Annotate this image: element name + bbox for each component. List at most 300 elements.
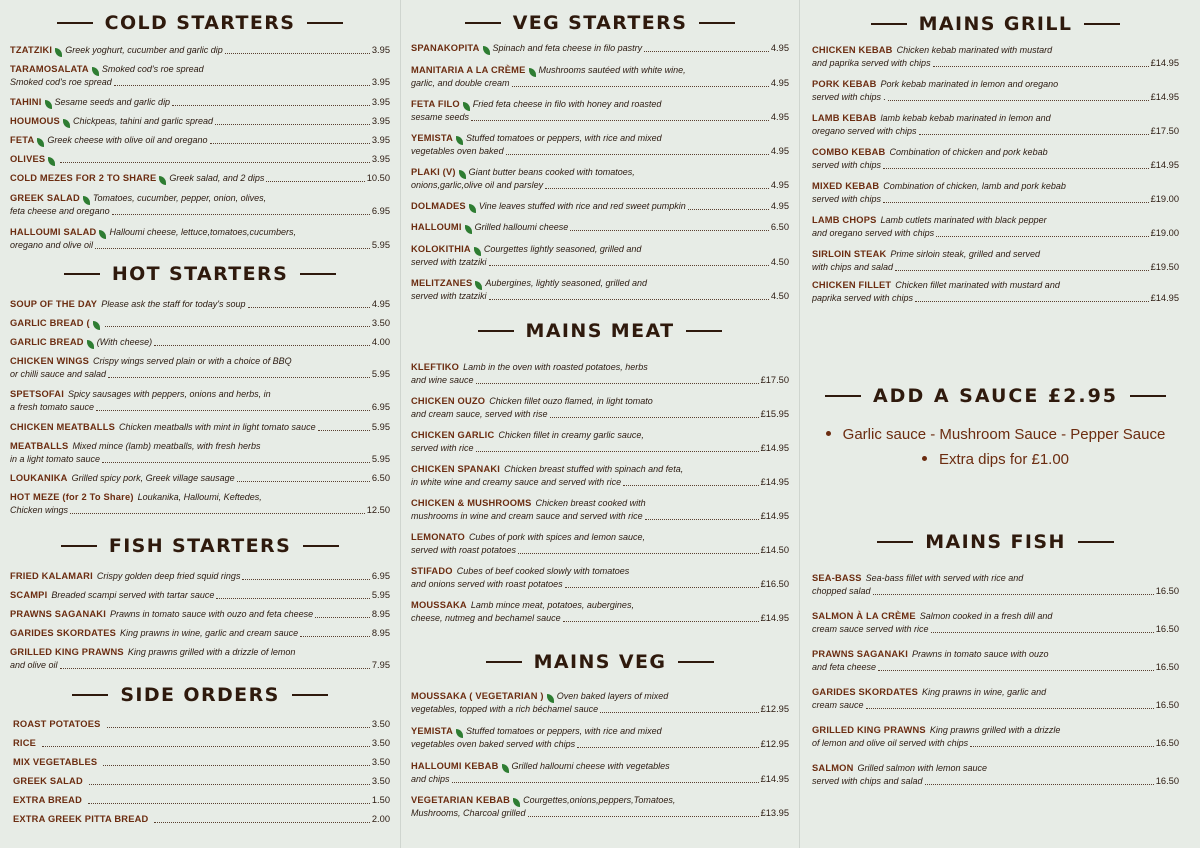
menu-item-name: HOUMOUS bbox=[10, 116, 60, 126]
menu-item-price: 5.95 bbox=[371, 590, 390, 600]
menu-item bbox=[10, 646, 390, 672]
leaf-icon bbox=[93, 321, 100, 330]
menu-item-description-cont: and wine sauce bbox=[411, 375, 474, 385]
menu-item-name: FETA FILO bbox=[411, 99, 460, 109]
sauce-options: Garlic sauce - Mushroom Sauce - Pepper Sauce bbox=[812, 426, 1179, 443]
menu-item-name: TARAMOSALATA bbox=[10, 64, 89, 74]
menu-item-name: GRILLED KING PRAWNS bbox=[812, 725, 926, 735]
mains-meat-heading: MAINS MEAT bbox=[411, 319, 789, 343]
menu-item-description: Salmon cooked in a fresh dill and bbox=[919, 611, 1053, 621]
menu-item-description-cont: vegetables, topped with a rich béchamel sauce bbox=[411, 704, 599, 714]
menu-item-name: CHICKEN SPANAKI bbox=[411, 464, 501, 474]
menu-item-price: 4.95 bbox=[770, 201, 789, 211]
fish-starters-heading: FISH STARTERS bbox=[10, 534, 390, 558]
hot-starters-heading: HOT STARTERS bbox=[10, 262, 390, 286]
leaf-icon bbox=[465, 225, 472, 234]
menu-item-price: 3.95 bbox=[371, 77, 390, 87]
veg-starters-heading: VEG STARTERS bbox=[411, 11, 789, 35]
menu-item-description: Lamb mince meat, potatoes, aubergines, bbox=[470, 600, 634, 610]
menu-item-description: Oven baked layers of mixed bbox=[556, 691, 669, 701]
menu-item-name: CHICKEN KEBAB bbox=[812, 45, 893, 55]
menu-item-price: £15.95 bbox=[760, 409, 789, 419]
mains-fish-heading: MAINS FISH bbox=[812, 530, 1179, 554]
menu-item-description: King prawns in wine, garlic and cream sauce bbox=[120, 628, 299, 638]
menu-item-price: 3.50 bbox=[371, 719, 390, 729]
cold-starters-heading: COLD STARTERS bbox=[10, 11, 390, 35]
menu-item-description: Greek yoghurt, cucumber and garlic dip bbox=[65, 45, 223, 55]
menu-item bbox=[10, 472, 390, 485]
menu-item-description: Spinach and feta cheese in filo pastry bbox=[492, 43, 643, 53]
menu-item-price: £19.00 bbox=[1150, 194, 1179, 204]
extra-dips: Extra dips for £1.00 bbox=[812, 451, 1179, 468]
menu-item-price: 4.95 bbox=[770, 180, 789, 190]
menu-item-description-cont: served with tzatziki bbox=[411, 291, 487, 301]
menu-item-name: CHICKEN FILLET bbox=[812, 280, 892, 290]
menu-item-description: Courgettes,onions,peppers,Tomatoes, bbox=[523, 795, 676, 805]
menu-item-name: SPANAKOPITA bbox=[411, 43, 480, 53]
menu-item bbox=[10, 440, 390, 466]
menu-item-price: 3.50 bbox=[371, 318, 390, 328]
menu-item-description: Halloumi cheese, lettuce,tomatoes,cucumbers, bbox=[109, 227, 297, 237]
menu-item-price: £19.50 bbox=[1150, 262, 1179, 272]
menu-column-middle bbox=[401, 0, 799, 848]
menu-item-description-cont: served with roast potatoes bbox=[411, 545, 517, 555]
menu-item-price: 3.50 bbox=[371, 776, 390, 786]
menu-item-name: LEMONATO bbox=[411, 532, 465, 542]
menu-item bbox=[812, 572, 1179, 598]
menu-item-name: TAHINI bbox=[10, 97, 42, 107]
menu-item-description-cont: mushrooms in wine and cream sauce and served with rice bbox=[411, 511, 643, 521]
menu-item-description: Aubergines, lightly seasoned, grilled and bbox=[485, 278, 648, 288]
menu-item bbox=[411, 599, 789, 625]
menu-item-price: £14.95 bbox=[1150, 293, 1179, 303]
menu-item-name: SEA-BASS bbox=[812, 573, 862, 583]
menu-item-description: Lamb in the oven with roasted potatoes, herbs bbox=[463, 362, 648, 372]
menu-item-price: £13.95 bbox=[760, 808, 789, 818]
menu-item-description-cont: served with chips bbox=[812, 194, 882, 204]
menu-item-description-cont: garlic, and double cream bbox=[411, 78, 510, 88]
menu-item-price: 4.50 bbox=[770, 291, 789, 301]
leaf-icon bbox=[463, 102, 470, 111]
leaf-icon bbox=[456, 729, 463, 738]
side-orders-heading: SIDE ORDERS bbox=[10, 683, 390, 707]
menu-item bbox=[10, 627, 390, 640]
menu-item-price: 6.95 bbox=[371, 402, 390, 412]
menu-item bbox=[10, 192, 390, 218]
menu-item bbox=[10, 96, 390, 109]
menu-item-price: 4.50 bbox=[770, 257, 789, 267]
menu-item-price: 6.95 bbox=[371, 206, 390, 216]
menu-item-price: 2.00 bbox=[371, 814, 390, 824]
menu-item-price: 8.95 bbox=[371, 628, 390, 638]
menu-item-name: CHICKEN WINGS bbox=[10, 356, 90, 366]
menu-item bbox=[10, 153, 390, 166]
menu-item-price: 6.95 bbox=[371, 571, 390, 581]
menu-item-price: 12.50 bbox=[366, 505, 390, 515]
menu-item-description: Prawns in tomato sauce with ouzo and feta cheese bbox=[109, 609, 314, 619]
menu-item-name: VEGETARIAN KEBAB bbox=[411, 795, 511, 805]
menu-item bbox=[13, 756, 390, 769]
menu-item-price: 3.95 bbox=[371, 116, 390, 126]
menu-item-name: ROAST POTATOES bbox=[13, 719, 101, 729]
menu-item-name: LAMB KEBAB bbox=[812, 113, 877, 123]
menu-item-description: King prawns in wine, garlic and bbox=[922, 687, 1047, 697]
menu-item bbox=[411, 64, 789, 90]
menu-item-name: SIRLOIN STEAK bbox=[812, 249, 887, 259]
menu-item-description-cont: cream sauce served with rice bbox=[812, 624, 929, 634]
menu-item-name: OLIVES bbox=[10, 154, 46, 164]
menu-item-price: £14.95 bbox=[1150, 92, 1179, 102]
menu-item-description: Fried feta cheese in filo with honey and roasted bbox=[472, 99, 662, 109]
menu-item-name: EXTRA BREAD bbox=[13, 795, 83, 805]
menu-item bbox=[10, 388, 390, 414]
menu-item-description: Stuffed tomatoes or peppers, with rice and mixed bbox=[466, 726, 662, 736]
menu-item-description: Chicken breast cooked with bbox=[535, 498, 646, 508]
menu-item bbox=[10, 134, 390, 147]
menu-item-description: Prawns in tomato sauce with ouzo bbox=[911, 649, 1049, 659]
menu-item bbox=[411, 794, 789, 820]
menu-item-name: GARIDES SKORDATES bbox=[10, 628, 117, 638]
menu-item-description: Giant butter beans cooked with tomatoes, bbox=[468, 167, 635, 177]
menu-item-price: 16.50 bbox=[1155, 586, 1179, 596]
menu-item-price: 3.95 bbox=[371, 45, 390, 55]
menu-item-description: Vine leaves stuffed with rice and red sweet pumpkin bbox=[478, 201, 686, 211]
menu-item bbox=[812, 610, 1179, 636]
leaf-icon bbox=[99, 230, 106, 239]
menu-item bbox=[411, 690, 789, 716]
menu-item bbox=[10, 608, 390, 621]
menu-item bbox=[812, 112, 1179, 138]
menu-item-description: Stuffed tomatoes or peppers, with rice and mixed bbox=[466, 133, 662, 143]
menu-item-description-cont: or chilli sauce and salad bbox=[10, 369, 107, 379]
menu-item-price: 7.95 bbox=[371, 660, 390, 670]
menu-item-price: 3.50 bbox=[371, 757, 390, 767]
menu-item-description-cont: served with chips and salad bbox=[812, 776, 923, 786]
menu-item-description: Mixed mince (lamb) meatballs, with fresh herbs bbox=[72, 441, 261, 451]
menu-item-name: STIFADO bbox=[411, 566, 453, 576]
menu-item bbox=[411, 429, 789, 455]
menu-item bbox=[10, 63, 390, 89]
leaf-icon bbox=[87, 340, 94, 349]
menu-item-name: LAMB CHOPS bbox=[812, 215, 877, 225]
menu-item-description: Crispy golden deep fried squid rings bbox=[96, 571, 241, 581]
menu-item bbox=[812, 762, 1179, 788]
menu-item-description-cont: in white wine and creamy sauce and served with rice bbox=[411, 477, 622, 487]
menu-item bbox=[13, 737, 390, 750]
menu-item-description-cont: served with chips bbox=[812, 160, 882, 170]
menu-item-price: 16.50 bbox=[1155, 738, 1179, 748]
menu-item-name: COLD MEZES FOR 2 TO SHARE bbox=[10, 173, 157, 183]
menu-item-description-cont: Mushrooms, Charcoal grilled bbox=[411, 808, 526, 818]
menu-item-description: Sesame seeds and garlic dip bbox=[54, 97, 171, 107]
menu-item-name: KOLOKITHIA bbox=[411, 244, 471, 254]
menu-item-description-cont: served with tzatziki bbox=[411, 257, 487, 267]
menu-item-price: 4.95 bbox=[770, 78, 789, 88]
menu-item bbox=[812, 686, 1179, 712]
menu-item-price: 16.50 bbox=[1155, 776, 1179, 786]
menu-item-name: SPETSOFAI bbox=[10, 389, 64, 399]
menu-item-price: 4.95 bbox=[770, 43, 789, 53]
menu-item-price: £14.50 bbox=[760, 545, 789, 555]
menu-item-description-cont: cheese, nutmeg and bechamel sauce bbox=[411, 613, 561, 623]
menu-item-name: RICE bbox=[13, 738, 37, 748]
menu-item-price: 3.95 bbox=[371, 154, 390, 164]
menu-item bbox=[10, 115, 390, 128]
menu-item-description: Combination of chicken and pork kebab bbox=[889, 147, 1048, 157]
menu-item-description: Chicken meatballs with mint in light tomato sauce bbox=[118, 422, 316, 432]
menu-item bbox=[411, 463, 789, 489]
menu-item bbox=[411, 200, 789, 213]
menu-item bbox=[10, 589, 390, 602]
menu-item bbox=[812, 724, 1179, 750]
menu-item-description: lamb kebab kebab marinated in lemon and bbox=[880, 113, 1051, 123]
menu-item bbox=[411, 395, 789, 421]
menu-item-name: CHICKEN GARLIC bbox=[411, 430, 495, 440]
menu-item-description: Lamb cutlets marinated with black pepper bbox=[880, 215, 1047, 225]
menu-item-name: HALLOUMI KEBAB bbox=[411, 761, 499, 771]
menu-item-name: SCAMPI bbox=[10, 590, 48, 600]
leaf-icon bbox=[48, 157, 55, 166]
menu-item-name: HALLOUMI bbox=[411, 222, 462, 232]
menu-item-description: Crispy wings served plain or with a choice of BBQ bbox=[93, 356, 292, 366]
menu-item-price: £14.95 bbox=[760, 477, 789, 487]
menu-item bbox=[411, 725, 789, 751]
leaf-icon bbox=[83, 196, 90, 205]
menu-item bbox=[411, 98, 789, 124]
menu-item-name: PRAWNS SAGANAKI bbox=[10, 609, 106, 619]
menu-item bbox=[812, 279, 1179, 305]
add-sauce-heading: ADD A SAUCE £2.95 bbox=[812, 384, 1179, 408]
menu-item-name: EXTRA GREEK PITTA BREAD bbox=[13, 814, 149, 824]
mains-veg-heading: MAINS VEG bbox=[411, 650, 789, 674]
menu-item-name: YEMISTA bbox=[411, 726, 454, 736]
menu-item bbox=[411, 277, 789, 303]
menu-item-price: £14.95 bbox=[760, 443, 789, 453]
leaf-icon bbox=[469, 204, 476, 213]
menu-item bbox=[411, 132, 789, 158]
menu-item-description: Chicken breast stuffed with spinach and feta, bbox=[504, 464, 684, 474]
leaf-icon bbox=[474, 247, 481, 256]
menu-item bbox=[411, 760, 789, 786]
menu-item-description: Cubes of pork with spices and lemon sauce, bbox=[468, 532, 646, 542]
menu-item-name: MELITZANES bbox=[411, 278, 473, 288]
menu-item-description-cont: in a light tomato sauce bbox=[10, 454, 101, 464]
menu-item-name: FETA bbox=[10, 135, 35, 145]
leaf-icon bbox=[547, 694, 554, 703]
menu-item-description-cont: oregano served with chips bbox=[812, 126, 917, 136]
menu-item-price: £19.00 bbox=[1150, 228, 1179, 238]
menu-item-description-cont: and cream sauce, served with rise bbox=[411, 409, 548, 419]
menu-item-description: Breaded scampi served with tartar sauce bbox=[51, 590, 215, 600]
menu-item-description: Chicken fillet in creamy garlic sauce, bbox=[498, 430, 644, 440]
menu-item-name: CHICKEN MEATBALLS bbox=[10, 422, 115, 432]
leaf-icon bbox=[483, 46, 490, 55]
menu-item-description: Smoked cod's roe spread bbox=[101, 64, 204, 74]
menu-item-price: 16.50 bbox=[1155, 662, 1179, 672]
menu-item-name: SALMON À LA CRÈME bbox=[812, 611, 916, 621]
leaf-icon bbox=[459, 170, 466, 179]
menu-item-description: Please ask the staff for today's soup bbox=[101, 299, 246, 309]
menu-item-name: HALLOUMI SALAD bbox=[10, 227, 97, 237]
leaf-icon bbox=[456, 136, 463, 145]
menu-item-description: Greek salad, and 2 dips bbox=[169, 173, 265, 183]
menu-item-name: PORK KEBAB bbox=[812, 79, 877, 89]
menu-item-description-cont: Chicken wings bbox=[10, 505, 69, 515]
menu-item-description-cont: cream sauce bbox=[812, 700, 864, 710]
menu-item-name: GREEK SALAD bbox=[10, 193, 80, 203]
menu-item-description-cont: of lemon and olive oil served with chips bbox=[812, 738, 969, 748]
menu-item bbox=[411, 497, 789, 523]
menu-item-description: Grilled halloumi cheese bbox=[474, 222, 569, 232]
menu-item-description-cont: onions,garlic,olive oil and parsley bbox=[411, 180, 544, 190]
menu-item-price: £12.95 bbox=[760, 739, 789, 749]
menu-item-price: £14.95 bbox=[760, 613, 789, 623]
menu-item-name: MANITARIA A LA CRÈME bbox=[411, 65, 526, 75]
menu-item-price: 4.95 bbox=[371, 299, 390, 309]
menu-item-name: GARIDES SKORDATES bbox=[812, 687, 919, 697]
menu-item-name: KLEFTIKO bbox=[411, 362, 460, 372]
menu-item-description-cont: and onions served with roast potatoes bbox=[411, 579, 563, 589]
menu-item-price: £12.95 bbox=[760, 704, 789, 714]
menu-item bbox=[812, 648, 1179, 674]
menu-item bbox=[411, 531, 789, 557]
menu-item-price: £14.95 bbox=[760, 511, 789, 521]
menu-item-description-cont: served with chips . bbox=[812, 92, 887, 102]
menu-item-name: MOUSSAKA bbox=[411, 600, 467, 610]
menu-item-name: MIX VEGETABLES bbox=[13, 757, 98, 767]
menu-item-name: MOUSSAKA ( VEGETARIAN ) bbox=[411, 691, 544, 701]
menu-item-description: Grilled salmon with lemon sauce bbox=[857, 763, 988, 773]
menu-item-price: 6.50 bbox=[770, 222, 789, 232]
menu-item-description-cont: paprika served with chips bbox=[812, 293, 914, 303]
menu-item-price: 16.50 bbox=[1155, 624, 1179, 634]
menu-item-price: 4.95 bbox=[770, 112, 789, 122]
menu-item-name: GARLIC BREAD bbox=[10, 337, 84, 347]
menu-item bbox=[10, 336, 390, 349]
menu-item-description: Prime sirloin steak, grilled and served bbox=[890, 249, 1040, 259]
menu-item bbox=[411, 166, 789, 192]
menu-item-description-cont: vegetables oven baked bbox=[411, 146, 504, 156]
leaf-icon bbox=[529, 68, 536, 77]
menu-item-description: King prawns grilled with a drizzle bbox=[929, 725, 1061, 735]
menu-item bbox=[13, 775, 390, 788]
menu-item-price: 8.95 bbox=[371, 609, 390, 619]
menu-item bbox=[10, 355, 390, 381]
menu-item-name: MEATBALLS bbox=[10, 441, 69, 451]
menu-item-price: £16.50 bbox=[760, 579, 789, 589]
menu-item-price: 5.95 bbox=[371, 454, 390, 464]
menu-item-name: PRAWNS SAGANAKI bbox=[812, 649, 908, 659]
menu-item-description: Chicken fillet ouzo flamed, in light tomato bbox=[489, 396, 653, 406]
menu-item-name: GREEK SALAD bbox=[13, 776, 83, 786]
menu-item-price: 4.95 bbox=[770, 146, 789, 156]
menu-item bbox=[10, 421, 390, 434]
menu-item bbox=[13, 794, 390, 807]
menu-item-price: 3.95 bbox=[371, 135, 390, 145]
menu-item bbox=[812, 78, 1179, 104]
menu-item-description: Loukanika, Halloumi, Keftedes, bbox=[137, 492, 262, 502]
leaf-icon bbox=[45, 100, 52, 109]
menu-item bbox=[812, 180, 1179, 206]
menu-column-left bbox=[0, 0, 400, 848]
menu-item-description: (With cheese) bbox=[96, 337, 153, 347]
menu-item-name: DOLMADES bbox=[411, 201, 466, 211]
leaf-icon bbox=[159, 176, 166, 185]
menu-item-price: 5.95 bbox=[371, 422, 390, 432]
menu-item-description-cont: and paprika served with chips bbox=[812, 58, 931, 68]
menu-item-name: CHICKEN & MUSHROOMS bbox=[411, 498, 532, 508]
menu-item bbox=[10, 226, 390, 252]
menu-item bbox=[812, 44, 1179, 70]
menu-item-description: Mushrooms sautéed with white wine, bbox=[538, 65, 686, 75]
menu-item-name: HOT MEZE (for 2 To Share) bbox=[10, 492, 134, 502]
menu-item bbox=[13, 813, 390, 826]
leaf-icon bbox=[92, 67, 99, 76]
menu-item-description: Cubes of beef cooked slowly with tomatoes bbox=[456, 566, 630, 576]
menu-item-price: 6.50 bbox=[371, 473, 390, 483]
menu-item-description-cont: feta cheese and oregano bbox=[10, 206, 110, 216]
menu-item-description-cont: and feta cheese bbox=[812, 662, 877, 672]
menu-item-price: 4.00 bbox=[371, 337, 390, 347]
menu-item bbox=[10, 317, 390, 330]
menu-column-right bbox=[800, 0, 1200, 848]
menu-item-description: Pork kebab marinated in lemon and oregano bbox=[880, 79, 1059, 89]
menu-item-price: 3.95 bbox=[371, 97, 390, 107]
menu-item-price: 5.95 bbox=[371, 240, 390, 250]
menu-item-price: 5.95 bbox=[371, 369, 390, 379]
menu-item-description: Greek cheese with olive oil and oregano bbox=[47, 135, 208, 145]
menu-item bbox=[10, 298, 390, 311]
mains-grill-heading: MAINS GRILL bbox=[812, 12, 1179, 36]
menu-item-description: Chickpeas, tahini and garlic spread bbox=[72, 116, 214, 126]
menu-item-name: TZATZIKI bbox=[10, 45, 53, 55]
menu-item-price: 3.50 bbox=[371, 738, 390, 748]
menu-item-name: COMBO KEBAB bbox=[812, 147, 886, 157]
menu-item-name: PLAKI (V) bbox=[411, 167, 456, 177]
menu-item-name: SALMON bbox=[812, 763, 854, 773]
menu-item-price: 1.50 bbox=[371, 795, 390, 805]
menu-item-name: YEMISTA bbox=[411, 133, 454, 143]
menu-item-name: CHICKEN OUZO bbox=[411, 396, 486, 406]
menu-item-description: Tomatoes, cucumber, pepper, onion, olives, bbox=[92, 193, 267, 203]
menu-item-description-cont: sesame seeds bbox=[411, 112, 470, 122]
menu-item bbox=[812, 214, 1179, 240]
menu-item bbox=[812, 248, 1179, 274]
menu-item-name: GARLIC BREAD ( bbox=[10, 318, 90, 328]
menu-item bbox=[411, 221, 789, 234]
menu-item-description-cont: and oregano served with chips bbox=[812, 228, 935, 238]
menu-item bbox=[10, 570, 390, 583]
menu-item-name: FRIED KALAMARI bbox=[10, 571, 93, 581]
leaf-icon bbox=[63, 119, 70, 128]
menu-item-description-cont: oregano and olive oil bbox=[10, 240, 94, 250]
leaf-icon bbox=[55, 48, 62, 57]
leaf-icon bbox=[37, 138, 44, 147]
menu-item-price: £14.95 bbox=[760, 774, 789, 784]
menu-item bbox=[411, 361, 789, 387]
menu-item-description-cont: and olive oil bbox=[10, 660, 58, 670]
menu-item-description-cont: vegetables oven baked served with chips bbox=[411, 739, 576, 749]
menu-item-description-cont: a fresh tomato sauce bbox=[10, 402, 95, 412]
leaf-icon bbox=[513, 798, 520, 807]
menu-item-description-cont: and chips bbox=[411, 774, 450, 784]
leaf-icon bbox=[475, 281, 482, 290]
menu-item bbox=[10, 491, 390, 517]
menu-item bbox=[411, 42, 789, 55]
menu-item-price: £14.95 bbox=[1150, 58, 1179, 68]
menu-item-price: £17.50 bbox=[1150, 126, 1179, 136]
menu-item-name: GRILLED KING PRAWNS bbox=[10, 647, 124, 657]
